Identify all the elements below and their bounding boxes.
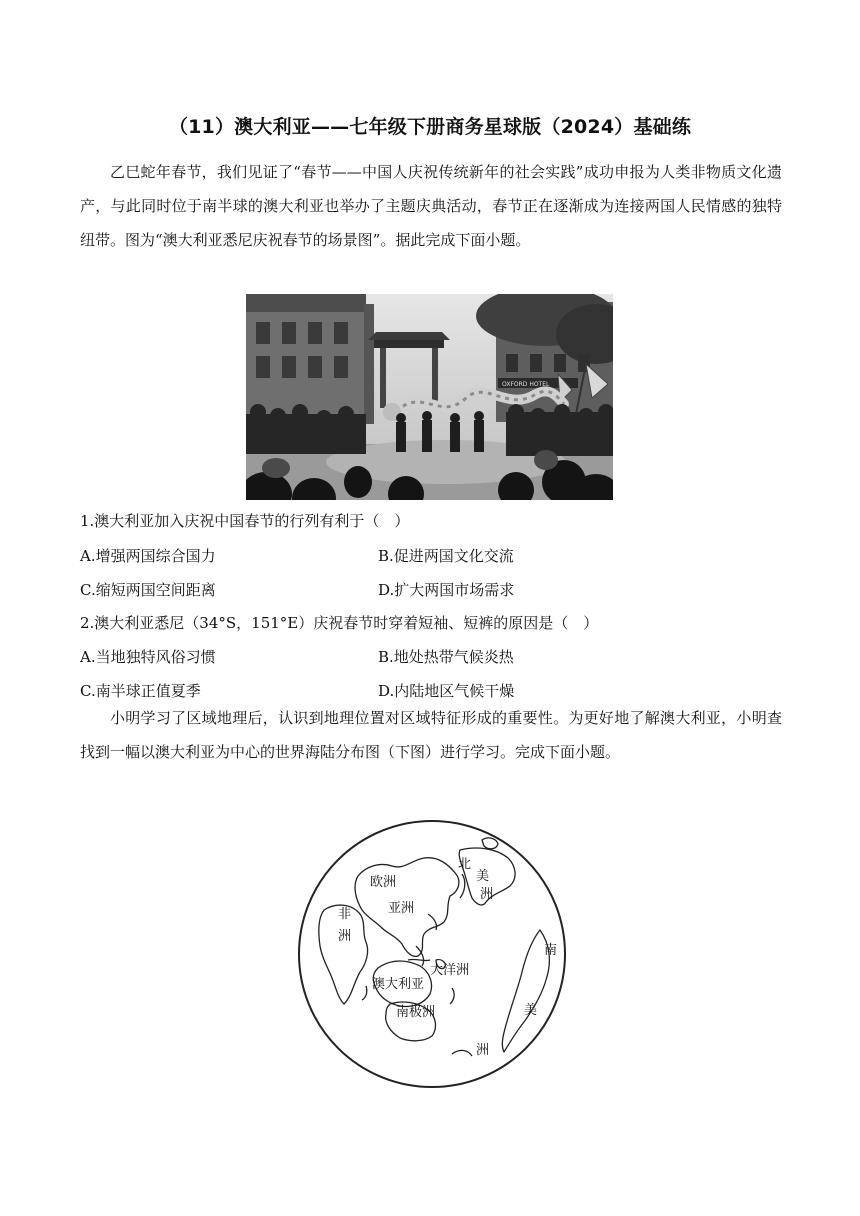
- question-1-option-c: C.缩短两国空间距离: [80, 581, 216, 599]
- page-title: （11）澳大利亚——七年级下册商务星球版（2024）基础练: [168, 116, 692, 138]
- question-2-option-c: C.南半球正值夏季: [80, 682, 201, 700]
- question-2-option-d: D.内陆地区气候干燥: [378, 682, 515, 700]
- intro-paragraph-1: 乙巳蛇年春节，我们见证了“春节——中国人庆祝传统新年的社会实践”成功申报为人类非物质文化遗产，与此同时位于南半球的澳大利亚也举办了主题庆典活动，春节正在逐渐成为连接两国人民情感的独特纽带。图为“澳大利亚悉尼庆祝春节的场景图”。据此完成下面小题。: [80, 163, 782, 249]
- map-label-north-america-1: 北: [458, 857, 472, 872]
- map-label-oceania: 大洋洲: [430, 963, 470, 978]
- map-label-south-america-2: 美: [524, 1003, 538, 1018]
- map-label-australia: 澳大利亚: [372, 977, 425, 992]
- map-label-south-america-1: 南: [544, 943, 558, 958]
- question-1-option-d: D.扩大两国市场需求: [378, 581, 515, 599]
- photo-sign-text: OXFORD HOTEL: [502, 381, 550, 388]
- map-label-africa-1: 非: [338, 907, 352, 922]
- map-outline: [296, 818, 568, 1090]
- photo-illustration: [246, 294, 613, 500]
- question-2-option-b: B.地处热带气候炎热: [378, 648, 514, 666]
- sydney-spring-festival-photo: [246, 294, 613, 500]
- question-1-option-a: A.增强两国综合国力: [80, 547, 216, 565]
- map-label-europe: 欧洲: [370, 875, 397, 890]
- question-2-option-a: A.当地独特风俗习惯: [80, 648, 216, 666]
- map-label-south-america-3: 洲: [476, 1043, 490, 1058]
- map-label-antarctica: 南极洲: [396, 1005, 436, 1020]
- map-label-asia: 亚洲: [388, 901, 415, 916]
- map-label-north-america-3: 洲: [480, 887, 494, 902]
- map-label-africa-2: 洲: [338, 929, 352, 944]
- question-1-option-b: B.促进两国文化交流: [378, 547, 514, 565]
- intro-paragraph-2: 小明学习了区域地理后，认识到地理位置对区域特征形成的重要性。为更好地了解澳大利亚，小明查找到一幅以澳大利亚为中心的世界海陆分布图（下图）进行学习。完成下面小题。: [80, 709, 782, 761]
- world-land-sea-map: [296, 818, 568, 1090]
- question-1-stem: 1.澳大利亚加入庆祝中国春节的行列有利于（ ）: [80, 512, 410, 530]
- map-label-north-america-2: 美: [476, 869, 490, 884]
- question-2-stem: 2.澳大利亚悉尼（34°S，151°E）庆祝春节时穿着短袖、短裤的原因是（ ）: [80, 614, 599, 632]
